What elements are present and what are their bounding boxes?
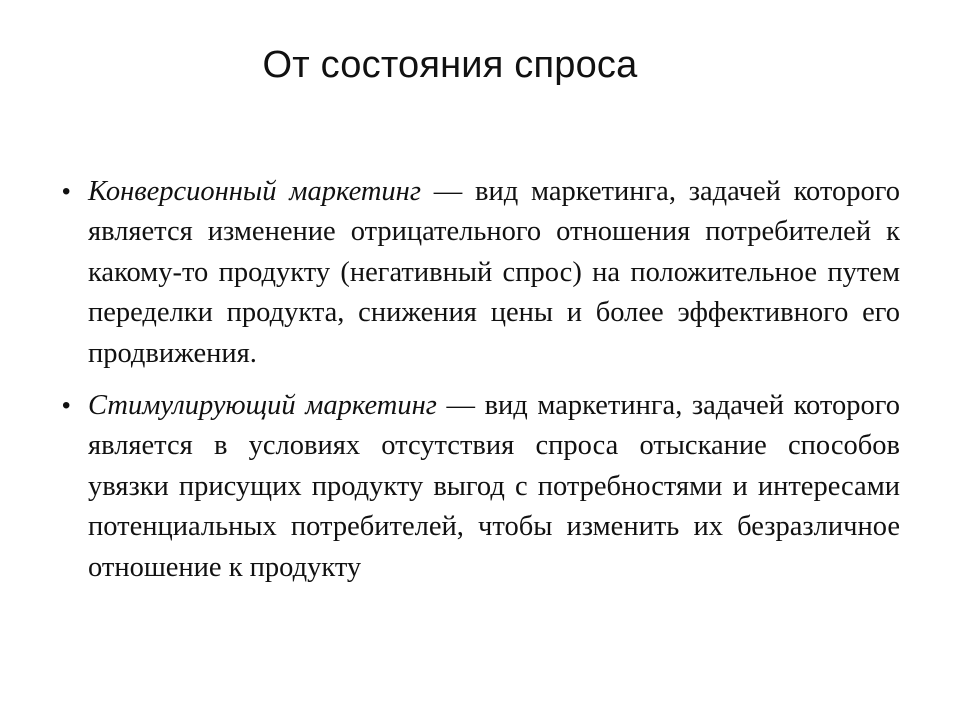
bullet-list — [56, 172, 900, 600]
bullet-item-stimulating-marketing — [56, 386, 900, 588]
bullet-term: Стимулирующий маркетинг — [88, 390, 437, 422]
bullet-text: — вид маркетинга, задачей которого является изменение отрицательного отношения потребителей к какому-то продукту (негативный спрос) на положительное путем переделки продукта, снижения цены и более эффективного его продвижения. — [88, 176, 900, 369]
bullet-dot-icon: • — [62, 392, 71, 420]
bullet-item-conversion-marketing — [56, 172, 900, 374]
bullet-dot-icon: • — [62, 178, 71, 205]
slide-title: От состояния спроса — [262, 44, 638, 86]
bullet-text: — вид маркетинга, задачей которого является в условиях отсутствия спроса отыскание способов увязки присущих продукту выгод с потребностями и интересами потенциальных потребителей, чтобы изменить их безразличное отношение к продукту — [88, 390, 900, 583]
bullet-term: Конверсионный маркетинг — [88, 176, 421, 207]
